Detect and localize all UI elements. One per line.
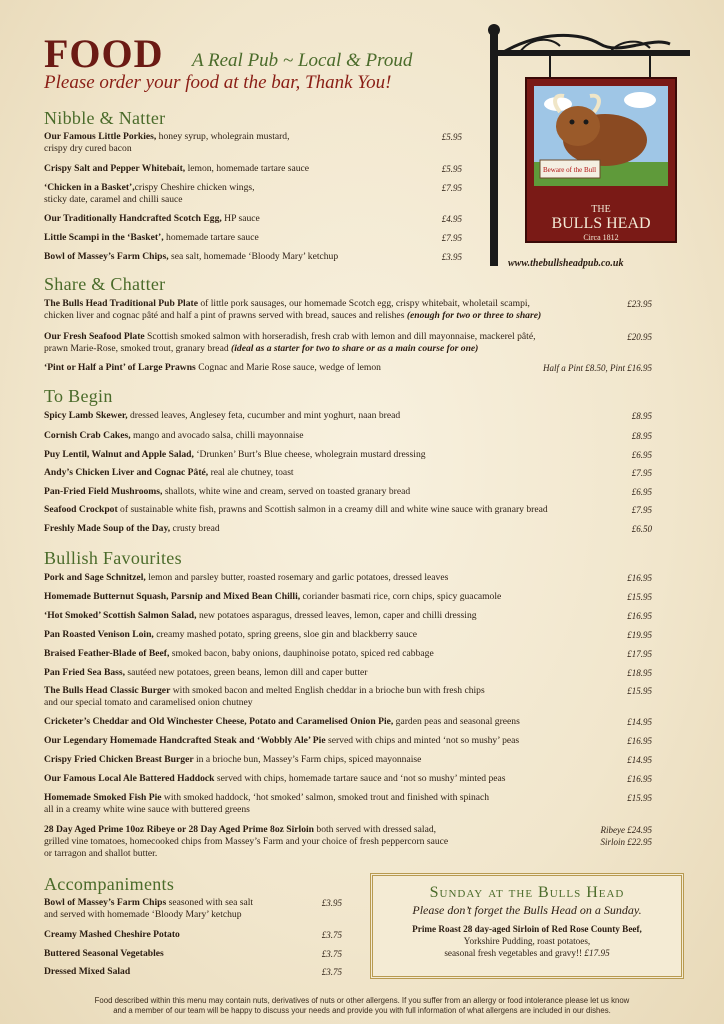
pub-sign-illustration [480, 22, 700, 272]
menu-item: ‘Pint or Half a Pint’ of Large Prawns Cognac and Marie Rose sauce, wedge of lemon [44, 362, 381, 373]
item-price: £14.95 [627, 717, 652, 727]
item-price: £16.95 [627, 573, 652, 583]
menu-item: 28 Day Aged Prime 10oz Ribeye or 28 Day Aged Prime 8oz Sirloin both served with dressed salad, grilled vine tomatoes, homecooked chips from Massey’s Farm and your choice of fresh peppercorn sauce or tarragon and shallot butter. [44, 824, 449, 859]
menu-item: Freshly Made Soup of the Day, crusty bread [44, 523, 220, 534]
item-price: £15.95 [627, 592, 652, 602]
website-url[interactable]: www.thebullsheadpub.co.uk [508, 258, 624, 269]
sunday-description: Prime Roast 28 day-aged Sirloin of Red Rose County Beef, Yorkshire Pudding, roast potatoes, seasonal fresh vegetables and gravy!! £17.95 [412, 924, 642, 958]
allergen-notice: Food described within this menu may contain nuts, derivatives of nuts or other allergens. If you suffer from an allergy or food intolerance please let us know and a member of our team will be happy to discuss your needs and provide you with full information of what allergens are included in our dishes. [94, 996, 630, 1015]
sunday-promo-box [370, 873, 684, 979]
menu-item: Puy Lentil, Walnut and Apple Salad, ‘Drunken’ Burt’s Blue cheese, wholegrain mustard dressing [44, 449, 426, 460]
item-price: £16.95 [627, 736, 652, 746]
menu-item: The Bulls Head Classic Burger with smoked bacon and melted English cheddar in a brioche bun with fresh chips and our special tomato and caramelised onion chutney [44, 685, 485, 708]
sign-name-line1: THE [591, 204, 611, 215]
menu-item: Our Traditionally Handcrafted Scotch Egg, HP sauce [44, 213, 260, 224]
menu-item: ‘Chicken in a Basket’,crispy Cheshire chicken wings, sticky date, caramel and chilli sauce [44, 182, 255, 205]
item-price: £17.95 [627, 649, 652, 659]
sunday-title: Sunday at the Bulls Head [429, 884, 625, 901]
menu-item: Pan Fried Sea Bass, sautéed new potatoes, green beans, lemon dill and caper butter [44, 667, 368, 678]
item-price: £14.95 [627, 755, 652, 765]
item-price: £5.95 [441, 132, 462, 142]
menu-item: Crispy Salt and Pepper Whitebait, lemon, homemade tartare sauce [44, 163, 310, 174]
item-price: £16.95 [627, 774, 652, 784]
item-price: £7.95 [441, 183, 462, 193]
item-price: £16.95 [627, 611, 652, 621]
menu-item: Pan-Fried Field Mushrooms, shallots, white wine and cream, served on toasted granary bread [44, 486, 411, 497]
menu-item: Bowl of Massey’s Farm Chips, sea salt, homemade ‘Bloody Mary’ ketchup [44, 251, 339, 262]
menu-item: Spicy Lamb Skewer, dressed leaves, Anglesey feta, cucumber and mint yoghurt, naan bread [44, 410, 401, 421]
item-price: £23.95 [627, 299, 652, 309]
menu-item: Creamy Mashed Cheshire Potato [44, 929, 180, 940]
item-price: £4.95 [441, 214, 462, 224]
menu-item: Homemade Butternut Squash, Parsnip and Mixed Bean Chilli, coriander basmati rice, corn chips, spicy guacamole [44, 591, 502, 602]
item-price: £5.95 [441, 164, 462, 174]
menu-item: Homemade Smoked Fish Pie with smoked haddock, ‘hot smoked’ salmon, smoked trout and finished with spinach all in a creamy white wine sauce with buttered greens [44, 792, 490, 815]
page-title: FOOD [44, 31, 164, 76]
sign-name-line2: BULLS HEAD [551, 215, 651, 232]
item-price: £8.95 [631, 431, 652, 441]
menu-item: Our Famous Local Ale Battered Haddock served with chips, homemade tartare sauce and ‘not so mushy’ minted peas [44, 773, 506, 784]
item-price: £3.75 [321, 967, 342, 977]
menu-item: The Bulls Head Traditional Pub Plate of little pork sausages, our homemade Scotch egg, crispy whitebait, wholetail scampi, chicken liver and cognac pâté and half a pint of prawns served with bread, sauces and relishes (enough for two or three to share) [44, 298, 542, 321]
section-title-accompaniments: Accompaniments [44, 874, 175, 894]
item-price-sirloin: Sirloin £22.95 [600, 837, 652, 847]
item-price: £6.95 [631, 450, 652, 460]
menu-item: Little Scampi in the ‘Basket’, homemade tartare sauce [44, 232, 259, 243]
item-price: £15.95 [627, 686, 652, 696]
item-price: £3.75 [321, 930, 342, 940]
item-price: £7.95 [631, 505, 652, 515]
menu-item: Pork and Sage Schnitzel, lemon and parsley butter, roasted rosemary and garlic potatoes, dressed leaves [44, 572, 449, 583]
item-price: £7.95 [631, 468, 652, 478]
sign-board-text: Beware of the Bull [543, 166, 597, 174]
item-price: £20.95 [627, 332, 652, 342]
menu-item: Cricketer’s Cheddar and Old Winchester Cheese, Potato and Caramelised Onion Pie, garden peas and seasonal greens [44, 716, 520, 727]
sign-established: Circa 1812 [583, 233, 619, 242]
menu-item: Bowl of Massey’s Farm Chips seasoned with sea salt and served with homemade ‘Bloody Mary’ ketchup [44, 897, 254, 920]
menu-item: Our Legendary Homemade Handcrafted Steak and ‘Wobbly Ale’ Pie served with chips and minted ‘not so mushy’ peas [44, 735, 520, 746]
sunday-price: £17.95 [584, 948, 610, 958]
menu-item: Dressed Mixed Salad [44, 966, 131, 977]
item-price: £19.95 [627, 630, 652, 640]
menu-item: Cornish Crab Cakes, mango and avocado salsa, chilli mayonnaise [44, 430, 304, 441]
item-price: £6.95 [631, 487, 652, 497]
menu-item: ‘Hot Smoked’ Scottish Salmon Salad, new potatoes asparagus, dressed leaves, lemon, caper and chilli dressing [44, 610, 477, 621]
menu-item: Buttered Seasonal Vegetables [44, 948, 164, 959]
section-title-share: Share & Chatter [44, 274, 166, 294]
menu-item: Crispy Fried Chicken Breast Burger in a brioche bun, Massey’s Farm chips, spiced mayonnaise [44, 754, 422, 765]
menu-item: Braised Feather-Blade of Beef, smoked bacon, baby onions, dauphinoise potato, spiced red cabbage [44, 648, 434, 659]
item-price: Half a Pint £8.50, Pint £16.95 [543, 363, 652, 373]
section-title-nibble: Nibble & Natter [44, 108, 166, 128]
sunday-subtitle: Please don’t forget the Bulls Head on a Sunday. [412, 903, 642, 917]
item-price: £6.50 [631, 524, 652, 534]
menu-item: Pan Roasted Venison Loin, creamy mashed potato, spring greens, sloe gin and blackberry sauce [44, 629, 418, 640]
menu-item: Our Famous Little Porkies, honey syrup, wholegrain mustard, crispy dry cured bacon [44, 131, 290, 154]
item-price: £18.95 [627, 668, 652, 678]
item-price: £7.95 [441, 233, 462, 243]
item-price: £8.95 [631, 411, 652, 421]
item-price: £3.75 [321, 949, 342, 959]
menu-item: Our Fresh Seafood Plate Scottish smoked salmon with horseradish, fresh crab with lemon and dill mayonnaise, mackerel pâté, prawn Marie-Rose, smoked trout, granary bread (ideal as a starter for two to share or as a main course for one) [44, 331, 536, 354]
item-price-ribeye: Ribeye £24.95 [600, 825, 652, 835]
tagline: A Real Pub ~ Local & Proud [192, 50, 413, 71]
section-title-begin: To Begin [44, 386, 113, 406]
menu-item: Seafood Crockpot of sustainable white fish, prawns and Scottish salmon in a creamy dill and white wine sauce with granary bread [44, 504, 548, 515]
menu-item: Andy’s Chicken Liver and Cognac Pâté, real ale chutney, toast [44, 467, 294, 478]
order-note: Please order your food at the bar, Thank You! [44, 72, 392, 93]
item-price: £15.95 [627, 793, 652, 803]
item-price: £3.95 [441, 252, 462, 262]
item-price: £3.95 [321, 898, 342, 908]
section-title-bullish: Bullish Favourites [44, 548, 182, 568]
